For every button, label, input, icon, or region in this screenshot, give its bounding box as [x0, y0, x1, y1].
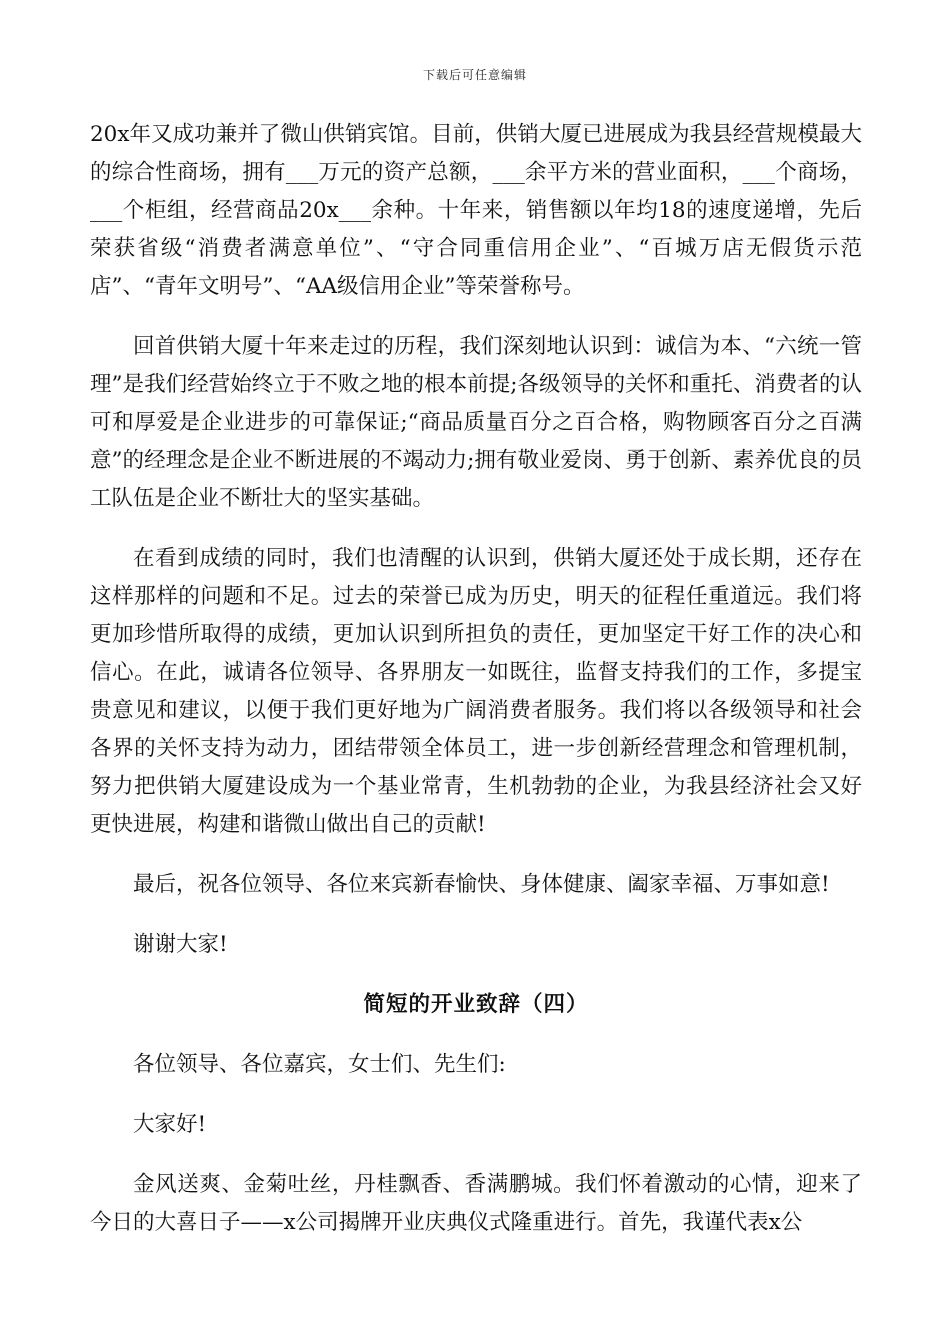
paragraph-outlook: 在看到成绩的同时，我们也清醒的认识到，供销大厦还处于成长期，还存在这样那样的问题和不足。过去的荣誉已成为历史，明天的征程任重道远。我们将更加珍惜所取得的成绩，更加认识到所担负的责任，更加坚定干好工作的决心和信心。在此，诚请各位领导、各界朋友一如既往，监督支持我们的工作，多提宝贵意见和建议，以便于我们更好地为广阔消费者服务。我们将以各级领导和社会各界的关怀支持为动力，团结带领全体员工，进一步创新经营理念和管理机制，努力把供销大厦建设成为一个基业常青，生机勃勃的企业，为我县经济社会又好更快进展，构建和谐微山做出自己的贡献!: [90, 546, 862, 837]
paragraph-salutation: 各位领导、各位嘉宾，女士们、先生们:: [133, 1052, 506, 1077]
document-body: [90, 116, 862, 1264]
section-title: 简短的开业致辞（四）: [363, 992, 589, 1017]
paragraph-continuation: 20x年又成功兼并了微山供销宾馆。目前，供销大厦已进展成为我县经营规模最大的综合性商场，拥有___万元的资产总额，___余平方米的营业面积，___个商场，___个柜组，经营商品20x___余种。十年来，销售额以年均18的速度递增，先后荣获省级“消费者满意单位”、“守合同重信用企业”、“百城万店无假货示范店”、“青年文明号”、“AA级信用企业”等荣誉称号。: [90, 122, 862, 299]
paragraph-thanks: 谢谢大家!: [133, 932, 228, 957]
paragraph-review: 回首供销大厦十年来走过的历程，我们深刻地认识到：诚信为本、“六统一管理”是我们经营始终立于不败之地的根本前提;各级领导的关怀和重托、消费者的认可和厚爱是企业进步的可靠保证;“商品质量百分之百合格，购物顾客百分之百满意”的经理念是企业不断进展的不竭动力;拥有敬业爱岗、勇于创新、素养优良的员工队伍是企业不断壮大的坚实基础。: [90, 334, 862, 511]
paragraph-opening: 金风送爽、金菊吐丝，丹桂飘香、香满鹏城。我们怀着激动的心情，迎来了今日的大喜日子——x公司揭牌开业庆典仪式隆重进行。首先，我谨代表x公: [90, 1172, 862, 1235]
page-header-note: 下载后可任意编辑: [422, 68, 527, 82]
paragraph-wishes: 最后，祝各位领导、各位来宾新春愉快、身体健康、阖家幸福、万事如意!: [133, 872, 830, 897]
paragraph-greeting: 大家好!: [133, 1112, 207, 1137]
